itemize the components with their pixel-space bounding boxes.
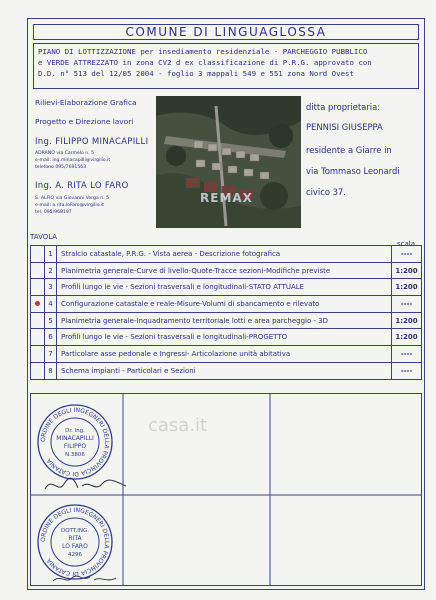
row-marker (31, 362, 45, 379)
tavola-scale: 1:200 (392, 279, 422, 296)
engineer-2-email: e-mail: a.rita.loFaro@virgilio.it (35, 203, 104, 208)
description-line: e VERDE ATTREZZATO in zona CV2 d ex classificazione di P.R.G. approvato con (38, 58, 372, 67)
row-marker (31, 279, 45, 296)
svg-text:RITA: RITA (68, 535, 82, 542)
table-row (31, 312, 422, 329)
tavola-title: Schema impianti - Particolari e Sezioni (57, 362, 392, 379)
rilievi-label: Rilievi-Elaborazione Grafica (35, 98, 137, 107)
page-title: COMUNE DI LINGUAGLOSSA (33, 24, 419, 40)
owner-line: civico 37. (306, 187, 346, 197)
tavola-number: 3 (45, 279, 57, 296)
red-dot-icon (35, 301, 40, 306)
row-marker (31, 246, 45, 263)
tavola-title: Particolare asse pedonale e Ingressi- Articolazione unità abitativa (57, 346, 392, 363)
owner-line: PENNISI GIUSEPPA (306, 122, 383, 132)
svg-text:MINACAPILLI: MINACAPILLI (56, 435, 94, 442)
table-row (31, 279, 422, 296)
table-row (31, 346, 422, 363)
tavola-scale: ---- (392, 362, 422, 379)
row-marker (31, 262, 45, 279)
description-line: D.D. n° 513 del 12/05 2004 - foglio 3 mappali 549 e 551 zona Nord Ovest (38, 69, 354, 78)
engineer-2-name: Ing. A. RITA LO FARO (35, 181, 129, 191)
project-description (33, 43, 419, 89)
owner-info (306, 96, 424, 228)
row-marker (31, 312, 45, 329)
tavola-title: Configurazione catastale e reale-Misure-Volumi di sbancamento e rilevato (57, 296, 392, 313)
engineer-1-name: Ing. FILIPPO MINACAPILLI (35, 137, 149, 147)
svg-text:N.3806: N.3806 (65, 452, 85, 458)
tavola-number: 4 (45, 296, 57, 313)
tavola-scale: ---- (392, 246, 422, 263)
svg-text:FILIPPO: FILIPPO (63, 443, 87, 450)
row-marker (31, 329, 45, 346)
tavola-scale: 1:200 (392, 312, 422, 329)
tavola-number: 7 (45, 346, 57, 363)
svg-text:ORDINE DEGLI INGEGNERI DELLA P: ORDINE DEGLI INGEGNERI DELLA PROVINCIA DI CATANIA (39, 406, 111, 478)
watermark: casa.it (148, 415, 208, 436)
svg-text:DOTT.ING.: DOTT.ING. (60, 528, 90, 534)
description-line: PIANO DI LOTTIZZAZIONE per insediamento residenziale - PARCHEGGIO PUBBLICO (38, 47, 368, 56)
tavola-scale: 1:200 (392, 262, 422, 279)
engineer-1-email: e-mail: ing.minacapilli@virgilio.it (35, 158, 111, 163)
row-marker (31, 346, 45, 363)
svg-text:4296: 4296 (68, 552, 82, 558)
tavola-title: Profili lungo le vie - Sezioni trasversali e longitudinali-PROGETTO (57, 329, 392, 346)
engineer-1-signature (40, 474, 130, 496)
tavola-scale: ---- (392, 296, 422, 313)
svg-text:Dr. Ing.: Dr. Ing. (65, 428, 85, 434)
aerial-photo-image (156, 96, 301, 228)
engineer-2-signature (50, 572, 120, 586)
tavola-number: 6 (45, 329, 57, 346)
tavola-title: Planimetria generale-Curve di livello-Quote-Tracce sezioni-Modifiche previste (57, 262, 392, 279)
table-row (31, 246, 422, 263)
tavola-title: Profili lungo le vie - Sezioni trasversali e longitudinali-STATO ATTUALE (57, 279, 392, 296)
tavola-title: Planimetria generale-Inquadramento territoriale lotti e area parcheggio - 3D (57, 312, 392, 329)
tavola-number: 2 (45, 262, 57, 279)
aerial-photo (156, 96, 301, 228)
table-row (31, 329, 422, 346)
designers-info (33, 94, 155, 230)
scala-header: scala (397, 240, 416, 248)
engineer-1-phone: telefono 095/7691563 (35, 165, 87, 170)
svg-text:LO FARO: LO FARO (62, 543, 88, 550)
engineer-1-address: ADRANO via Carmelo n. 5 (35, 151, 95, 156)
table-row (31, 262, 422, 279)
table-row (31, 362, 422, 379)
tavola-header: TAVOLA (30, 233, 58, 241)
row-marker (31, 296, 45, 313)
tavola-scale: ---- (392, 346, 422, 363)
photo-watermark-logo: REMAX (200, 191, 253, 205)
tavola-scale: 1:200 (392, 329, 422, 346)
engineer-2-phone: tel. 095/968197 (35, 210, 72, 215)
tavola-title: Stralcio catastale, P.R.G. - Vista aerea - Descrizione fotografica (57, 246, 392, 263)
tavola-number: 1 (45, 246, 57, 263)
progetto-label: Progetto e Direzione lavori (35, 117, 134, 126)
owner-line: ditta proprietaria: (306, 102, 381, 112)
tavola-number: 8 (45, 362, 57, 379)
owner-line: residente a Giarre in (306, 145, 392, 155)
drawings-index-table (30, 245, 422, 380)
svg-text:ORDINE DEGLI INGEGNERI DELLA P: ORDINE DEGLI INGEGNERI DELLA PROVINCIA DI CATANIA (39, 506, 111, 578)
table-row (31, 296, 422, 313)
engineer-2-address: S. ALFIO via Giovanni Verga n. 5 (35, 196, 109, 201)
tavola-number: 5 (45, 312, 57, 329)
owner-line: via Tommaso Leonardi (306, 166, 400, 176)
